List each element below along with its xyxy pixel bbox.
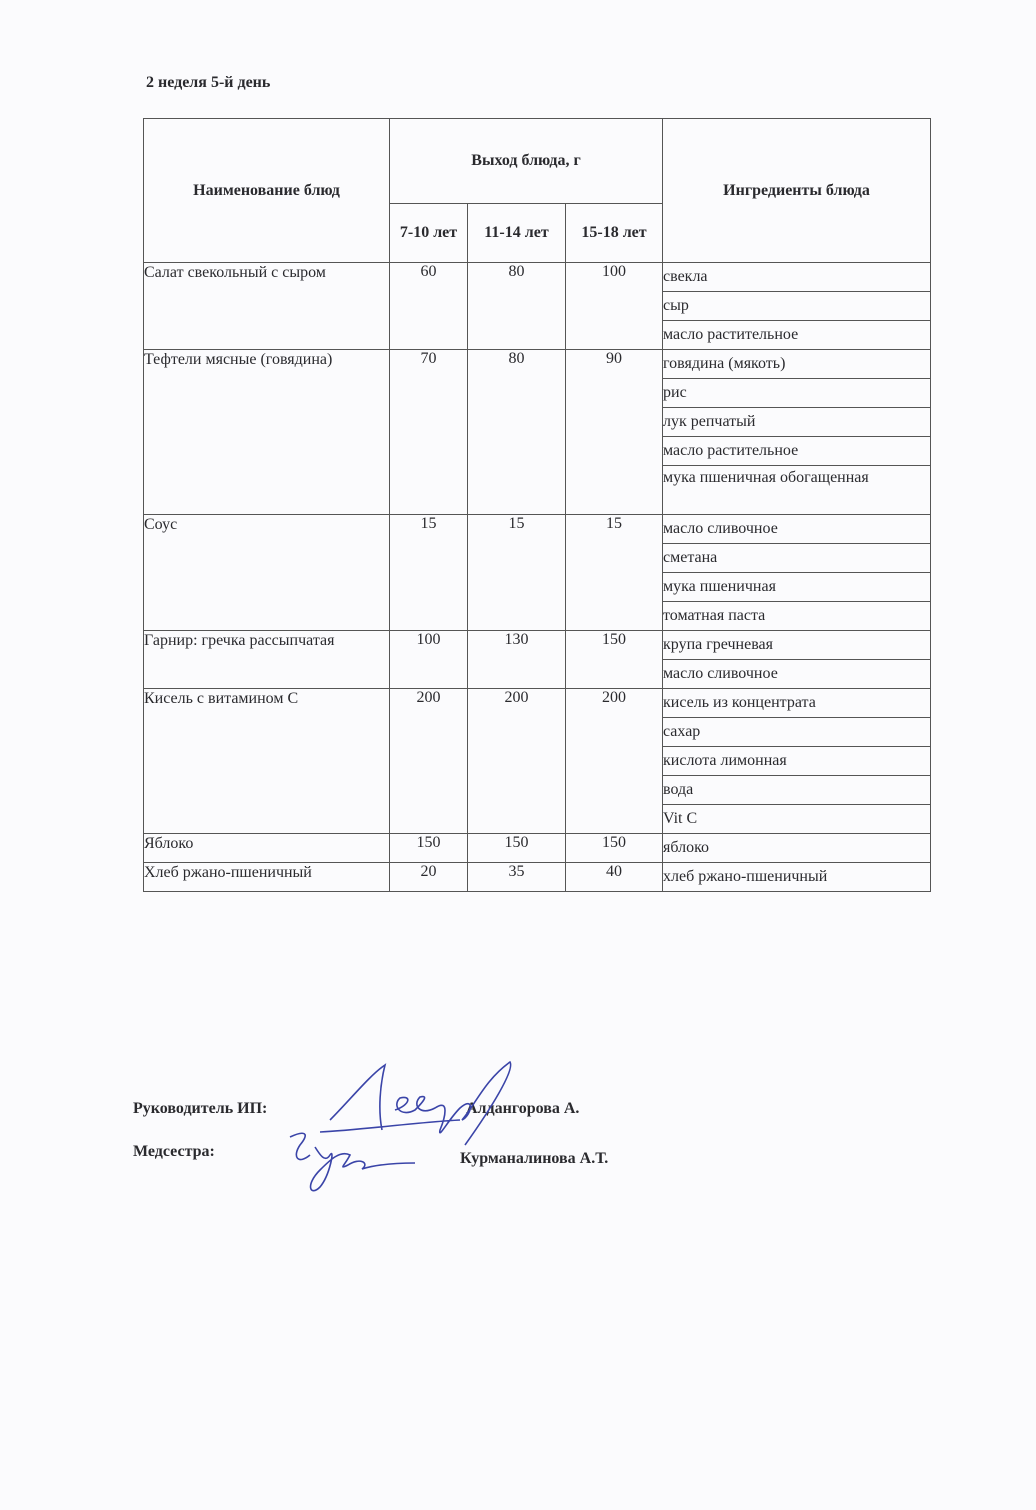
dish-yield-value: 200 [566, 689, 663, 834]
dish-name: Кисель с витамином С [144, 689, 390, 834]
ingredient: Vit C [663, 805, 931, 834]
menu-table [143, 118, 931, 892]
dish-name: Гарнир: гречка рассыпчатая [144, 631, 390, 689]
dish-yield-value: 35 [468, 863, 566, 892]
ingredient: вода [663, 776, 931, 805]
dish-yield-value: 20 [390, 863, 468, 892]
dish-yield-value: 15 [390, 515, 468, 631]
nurse-signature [280, 1125, 420, 1200]
dish-yield-value: 40 [566, 863, 663, 892]
ingredient: говядина (мякоть) [663, 350, 931, 379]
ingredient: масло сливочное [663, 660, 931, 689]
ingredient: масло растительное [663, 437, 931, 466]
table-row [144, 350, 931, 379]
ingredient: масло сливочное [663, 515, 931, 544]
dish-yield-value: 60 [390, 263, 468, 350]
table-row [144, 631, 931, 660]
header-age-7-10: 7-10 лет [390, 204, 468, 263]
table-row [144, 515, 931, 544]
head-name: Алдангорова А. [466, 1100, 580, 1117]
dish-yield-value: 130 [468, 631, 566, 689]
dish-yield-value: 15 [566, 515, 663, 631]
dish-name: Салат свекольный с сыром [144, 263, 390, 350]
dish-yield-value: 80 [468, 263, 566, 350]
header-dish-name: Наименование блюд [144, 119, 390, 263]
nurse-name: Курманалинова А.Т. [460, 1150, 609, 1167]
ingredient: томатная паста [663, 602, 931, 631]
table-row [144, 834, 931, 863]
ingredient: лук репчатый [663, 408, 931, 437]
ingredient: сыр [663, 292, 931, 321]
dish-yield-value: 100 [566, 263, 663, 350]
ingredient: свекла [663, 263, 931, 292]
ingredient: рис [663, 379, 931, 408]
nurse-label: Медсестра: [133, 1143, 215, 1160]
head-label: Руководитель ИП: [133, 1100, 268, 1117]
dish-yield-value: 100 [390, 631, 468, 689]
dish-name: Яблоко [144, 834, 390, 863]
ingredient: кисель из концентрата [663, 689, 931, 718]
ingredient: кислота лимонная [663, 747, 931, 776]
header-ingredients: Ингредиенты блюда [663, 119, 931, 263]
table-row [144, 863, 931, 892]
dish-name: Хлеб ржано-пшеничный [144, 863, 390, 892]
dish-yield-value: 90 [566, 350, 663, 515]
dish-yield-value: 150 [566, 631, 663, 689]
dish-name: Тефтели мясные (говядина) [144, 350, 390, 515]
ingredient: яблоко [663, 834, 931, 863]
table-row [144, 263, 931, 292]
header-age-15-18: 15-18 лет [566, 204, 663, 263]
dish-yield-value: 70 [390, 350, 468, 515]
page-title: 2 неделя 5-й день [146, 74, 271, 91]
dish-yield-value: 150 [566, 834, 663, 863]
ingredient: сметана [663, 544, 931, 573]
ingredient: крупа гречневая [663, 631, 931, 660]
ingredient: сахар [663, 718, 931, 747]
table-row [144, 689, 931, 718]
ingredient: масло растительное [663, 321, 931, 350]
ingredient: мука пшеничная [663, 573, 931, 602]
header-yield: Выход блюда, г [390, 119, 663, 204]
dish-yield-value: 150 [468, 834, 566, 863]
menu-table-body [144, 263, 931, 892]
header-age-11-14: 11-14 лет [468, 204, 566, 263]
dish-yield-value: 150 [390, 834, 468, 863]
dish-yield-value: 80 [468, 350, 566, 515]
ingredient: хлеб ржано-пшеничный [663, 863, 931, 892]
ingredient: мука пшеничная обогащенная [663, 466, 931, 515]
dish-name: Соус [144, 515, 390, 631]
dish-yield-value: 200 [390, 689, 468, 834]
dish-yield-value: 200 [468, 689, 566, 834]
dish-yield-value: 15 [468, 515, 566, 631]
